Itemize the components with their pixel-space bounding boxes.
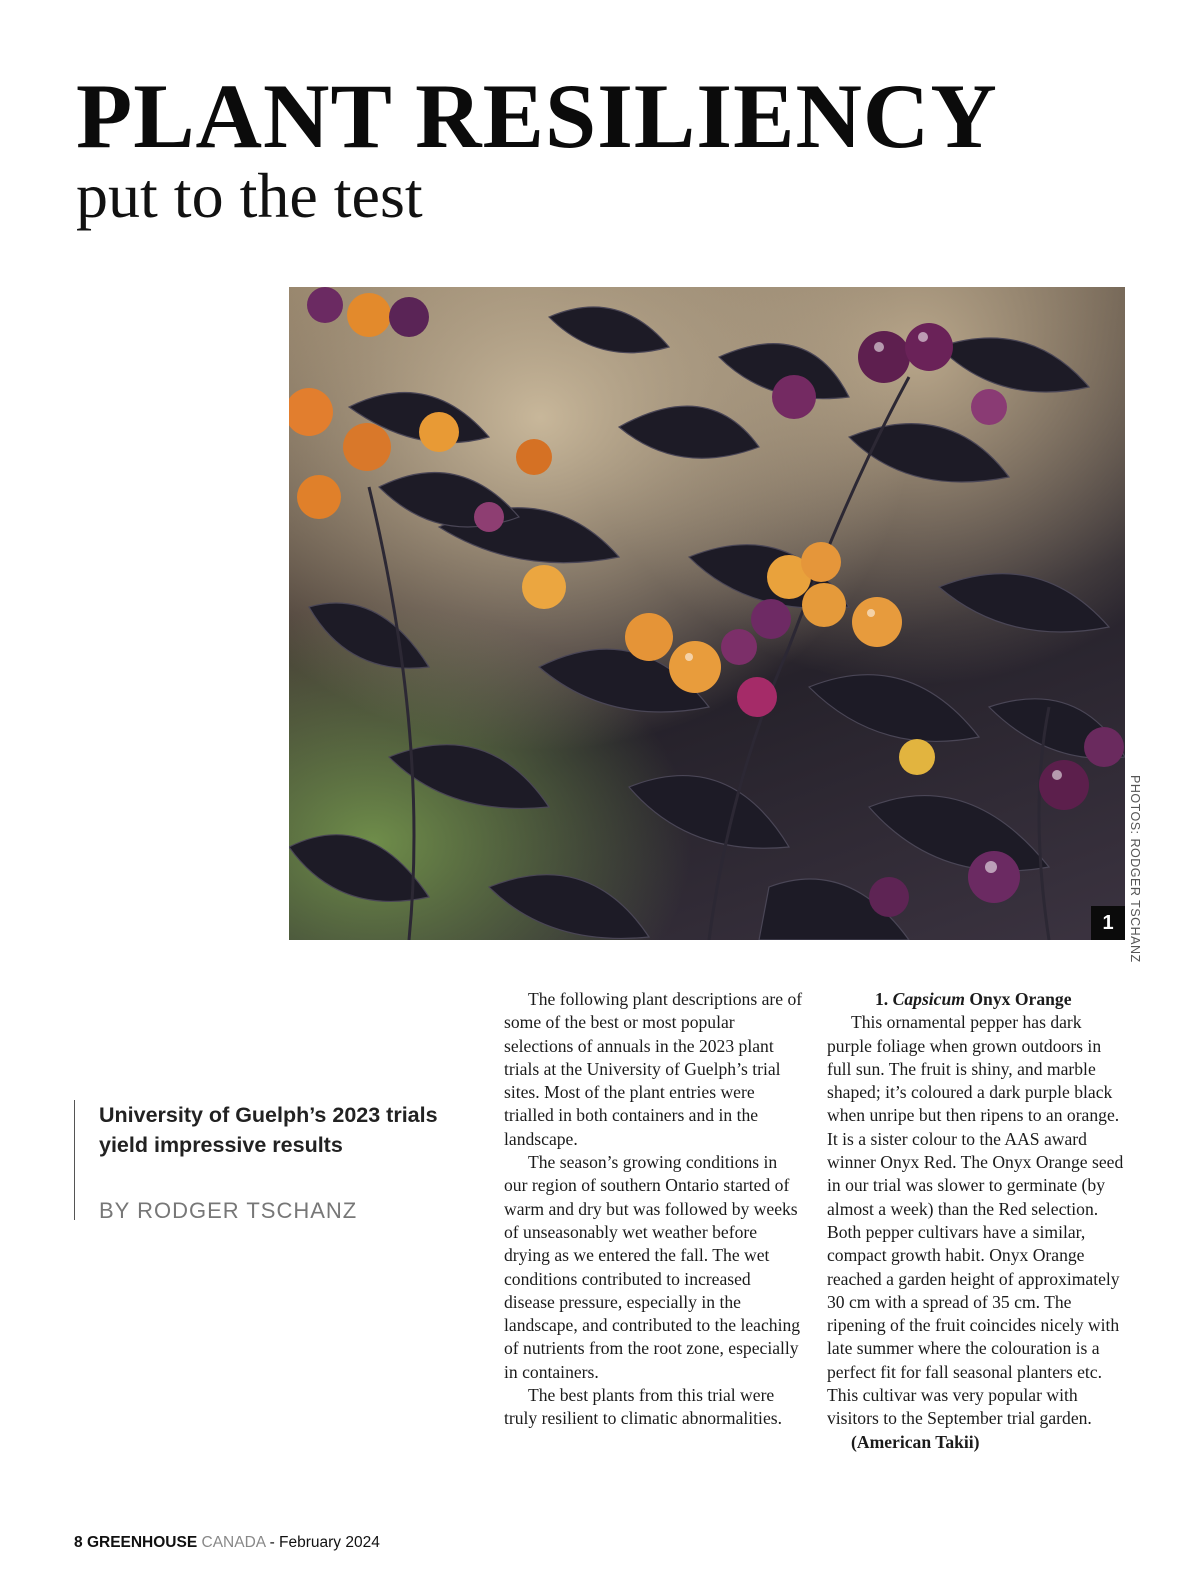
page-footer: [74, 1534, 380, 1552]
body-paragraph: The season’s growing conditions in our region of southern Ontario started of warm and dry but was followed by weeks of unseasonably wet weather before drying as we entered the fall. The wet conditions contributed to increased disease pressure, especially in the landscape, and contributed to the leaching of nutrients from the root zone, especially in containers.: [504, 1152, 801, 1382]
plant-entry-title: [827, 988, 1127, 1011]
article-subhead: put to the test: [76, 160, 423, 231]
article-sidebar: [74, 1100, 438, 1223]
plant-supplier: (American Takii): [851, 1431, 980, 1452]
pepper-plant-photo: [289, 287, 1125, 940]
body-column-1: [504, 988, 804, 1431]
pepper-plant-illustration: [289, 287, 1125, 940]
article-headline: PLANT RESILIENCY: [76, 65, 998, 167]
plant-number: 1.: [875, 989, 889, 1009]
magazine-name-light: CANADA: [201, 1534, 266, 1551]
magazine-name-bold: GREENHOUSE: [86, 1534, 198, 1551]
article-deck: University of Guelph’s 2023 trials yield impressive results: [99, 1103, 438, 1157]
article-byline: BY RODGER TSCHANZ: [99, 1198, 358, 1223]
plant-cultivar: Onyx Orange: [969, 989, 1072, 1009]
issue-date: - February 2024: [269, 1534, 380, 1551]
photo-number-badge: 1: [1091, 906, 1125, 940]
plant-description: This ornamental pepper has dark purple foliage when grown outdoors in full sun. The fruit is shiny, and marble shaped; it’s coloured a dark purple black when unripe but then ripens to an orange. It is a sister colour to the AAS award winner Onyx Red. The Onyx Orange seed in our trial was slower to germinate (by almost a week) than the Red selection. Both pepper cultivars have a similar, compact growth habit. Onyx Orange reached a garden height of approximately 30 cm with a spread of 35 cm. The ripening of the fruit coincides nicely with late summer where the colouration is a perfect fit for fall seasonal planters etc. This cultivar was very popular with visitors to the September trial garden.: [827, 1012, 1124, 1429]
photo-credit: [1124, 775, 1144, 963]
plant-genus: Capsicum: [892, 989, 965, 1009]
photo-credit-text: PHOTOS: RODGER TSCHANZ: [1128, 775, 1142, 963]
body-paragraph: The following plant descriptions are of some of the best or most popular selections of annuals in the 2023 plant trials at the University of Guelph’s trial sites. Most of the plant entries were trialled in both containers and in the landscape.: [504, 989, 803, 1149]
body-paragraph: The best plants from this trial were truly resilient to climatic abnormalities.: [504, 1385, 783, 1429]
page-number: 8: [74, 1534, 83, 1551]
body-column-2: [827, 988, 1127, 1454]
